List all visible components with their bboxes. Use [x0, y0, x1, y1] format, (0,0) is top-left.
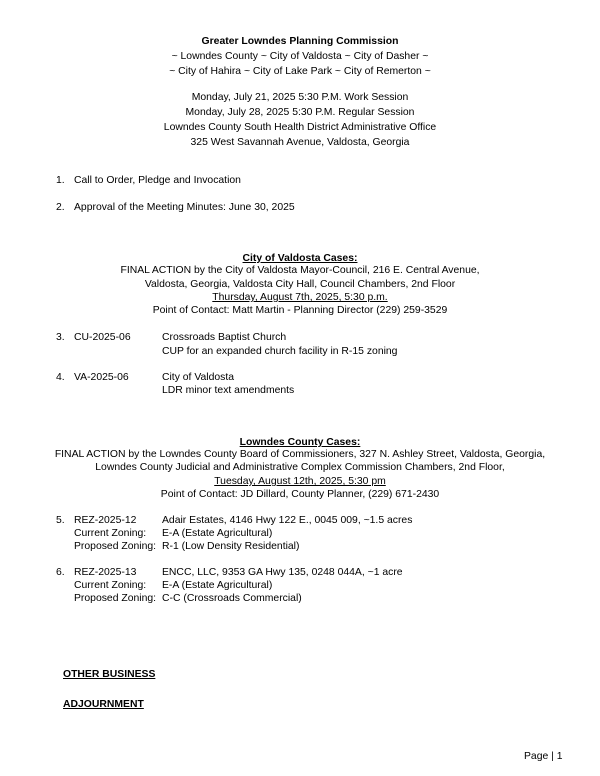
- page-title: Greater Lowndes Planning Commission: [201, 36, 399, 47]
- adjournment-heading: ADJOURNMENT: [63, 699, 144, 710]
- jurisdictions-line-1: ~ Lowndes County ~ City of Valdosta ~ City of Dasher ~: [171, 51, 429, 62]
- current-zoning-value: E-A (Estate Agricultural): [162, 580, 273, 591]
- work-session-date: Monday, July 21, 2025 5:30 P.M. Work Session: [191, 92, 409, 103]
- current-zoning-label: Current Zoning:: [74, 528, 147, 539]
- meeting-address: 325 West Savannah Avenue, Valdosta, Georgia: [190, 137, 410, 148]
- agenda-item-minutes: Approval of the Meeting Minutes: June 30, 2025: [74, 202, 295, 213]
- agenda-item-number: 1.: [56, 175, 65, 186]
- case-number: 4.: [56, 372, 65, 383]
- valdosta-final-action-line-2: Valdosta, Georgia, Valdosta City Hall, Council Chambers, 2nd Floor: [144, 279, 456, 290]
- regular-session-date: Monday, July 28, 2025 5:30 P.M. Regular Session: [185, 107, 415, 118]
- valdosta-section-heading: City of Valdosta Cases:: [242, 253, 358, 264]
- case-id: REZ-2025-13: [74, 567, 137, 578]
- valdosta-final-action-line-1: FINAL ACTION by the City of Valdosta Mayor-Council, 216 E. Central Avenue,: [120, 265, 480, 276]
- case-id: CU-2025-06: [74, 332, 131, 343]
- case-description: Adair Estates, 4146 Hwy 122 E., 0045 009, ~1.5 acres: [162, 515, 413, 526]
- page-number: Page | 1: [524, 751, 563, 762]
- case-number: 5.: [56, 515, 65, 526]
- case-description: ENCC, LLC, 9353 GA Hwy 135, 0248 044A, ~1 acre: [162, 567, 403, 578]
- proposed-zoning-value: R-1 (Low Density Residential): [162, 541, 300, 552]
- proposed-zoning-label: Proposed Zoning:: [74, 593, 157, 604]
- case-id: REZ-2025-12: [74, 515, 137, 526]
- jurisdictions-line-2: ~ City of Hahira ~ City of Lake Park ~ City of Remerton ~: [169, 66, 431, 77]
- lowndes-meeting-date: Tuesday, August 12th, 2025, 5:30 pm: [214, 476, 386, 487]
- valdosta-meeting-date: Thursday, August 7th, 2025, 5:30 p.m.: [212, 292, 388, 303]
- agenda-item-call-to-order: Call to Order, Pledge and Invocation: [74, 175, 241, 186]
- case-applicant: City of Valdosta: [162, 372, 234, 383]
- lowndes-final-action-line-1: FINAL ACTION by the Lowndes County Board of Commissioners, 327 N. Ashley Street, Valdosta, Georgia,: [54, 449, 546, 460]
- case-number: 6.: [56, 567, 65, 578]
- lowndes-final-action-line-2: Lowndes County Judicial and Administrative Complex Commission Chambers, 2nd Floor,: [95, 462, 505, 473]
- case-applicant: Crossroads Baptist Church: [162, 332, 287, 343]
- case-number: 3.: [56, 332, 65, 343]
- current-zoning-value: E-A (Estate Agricultural): [162, 528, 273, 539]
- valdosta-point-of-contact: Point of Contact: Matt Martin - Planning Director (229) 259-3529: [152, 305, 448, 316]
- case-description: CUP for an expanded church facility in R-15 zoning: [162, 346, 398, 357]
- proposed-zoning-label: Proposed Zoning:: [74, 541, 157, 552]
- meeting-location: Lowndes County South Health District Administrative Office: [163, 122, 437, 133]
- lowndes-point-of-contact: Point of Contact: JD Dillard, County Planner, (229) 671-2430: [160, 489, 440, 500]
- lowndes-section-heading: Lowndes County Cases:: [239, 437, 361, 448]
- agenda-item-number: 2.: [56, 202, 65, 213]
- other-business-heading: OTHER BUSINESS: [63, 669, 156, 680]
- current-zoning-label: Current Zoning:: [74, 580, 147, 591]
- proposed-zoning-value: C-C (Crossroads Commercial): [162, 593, 302, 604]
- case-id: VA-2025-06: [74, 372, 129, 383]
- case-description: LDR minor text amendments: [162, 385, 295, 396]
